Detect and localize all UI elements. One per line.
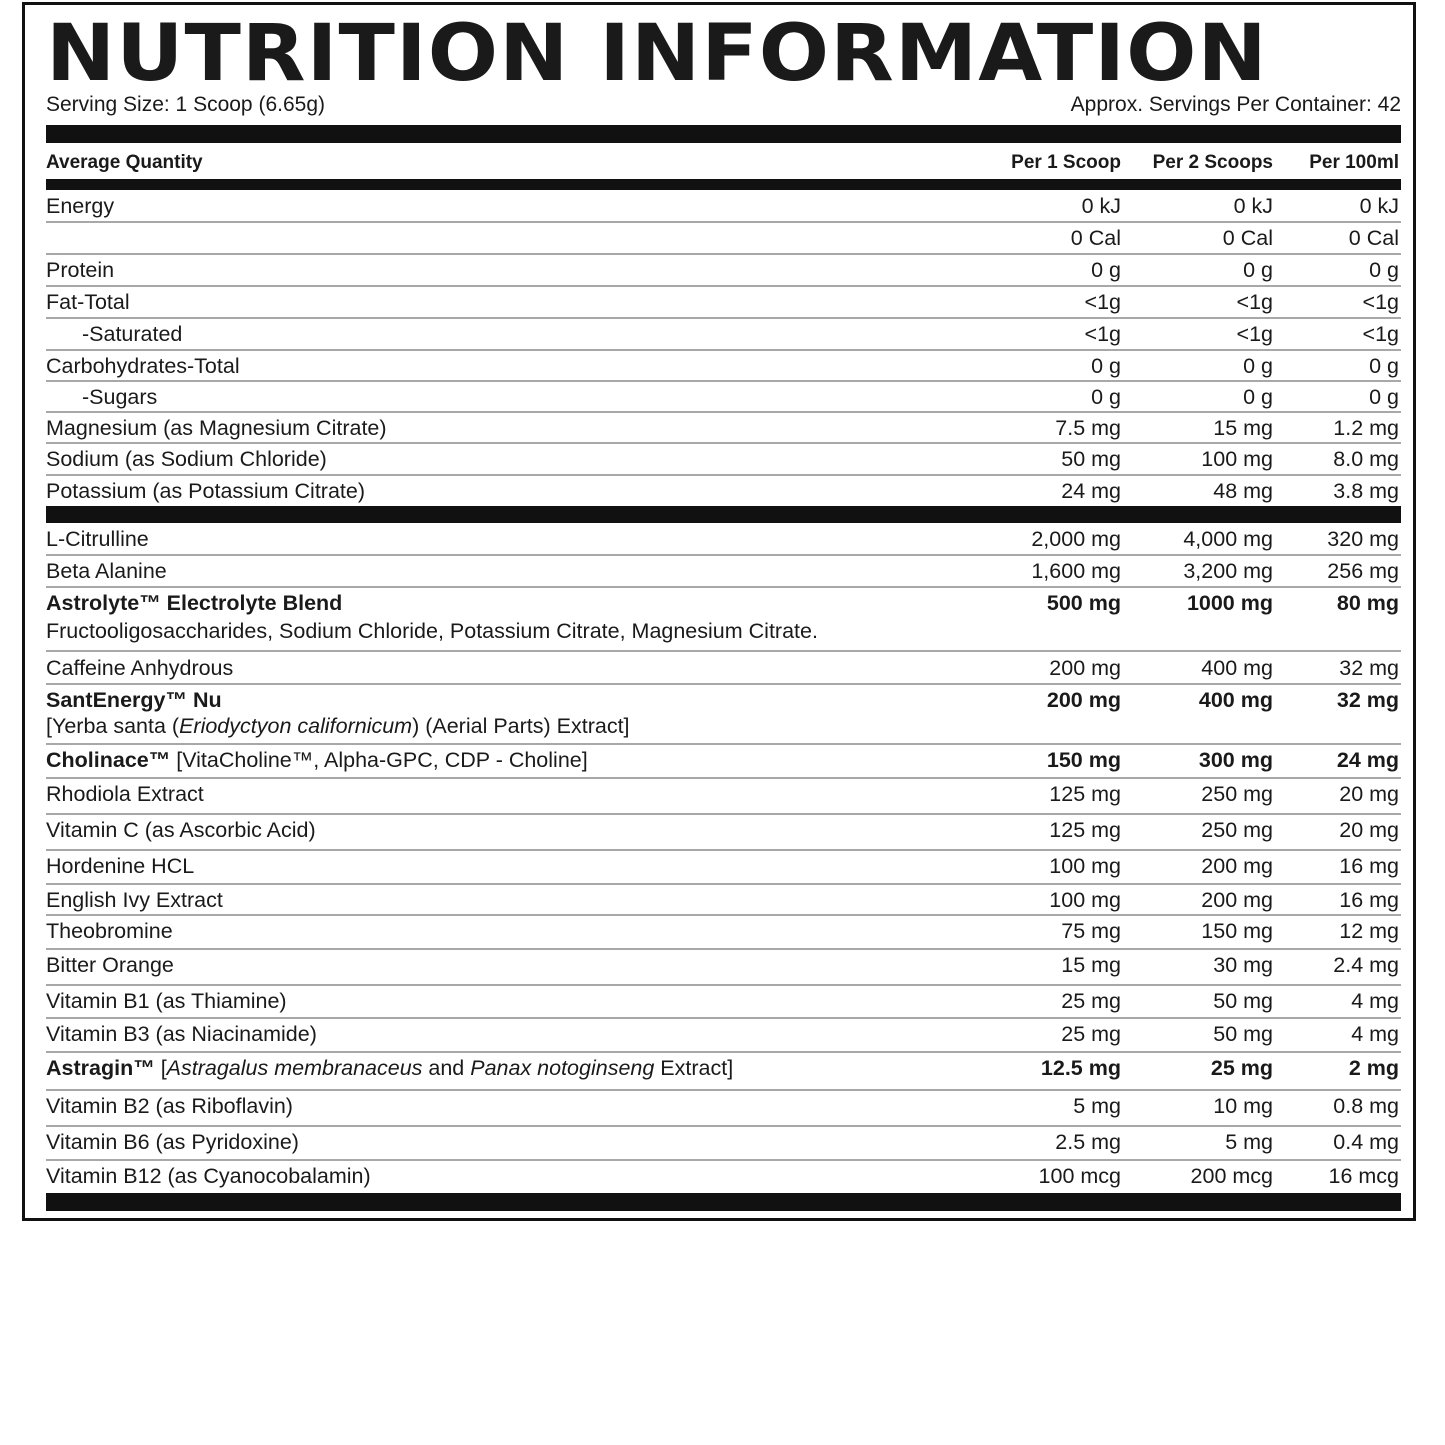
header-per-100ml: Per 100ml [1309,152,1399,173]
table-row [46,476,1401,506]
divider-bar [46,506,1401,523]
ingredient-detail: [ [154,1056,167,1080]
row-value-3: 0 g [1369,385,1399,409]
divider-bar [46,125,1401,143]
row-value-3: 32 mg [1336,688,1399,712]
row-value-2: <1g [1236,290,1273,314]
row-value-1: 12.5 mg [1040,1056,1121,1080]
row-value-2: 4,000 mg [1183,527,1273,551]
table-row [46,351,1401,382]
row-value-3: 0 g [1369,354,1399,378]
row-value-1: 125 mg [1049,818,1121,842]
ingredient-brand: Astragin™ [46,1056,155,1080]
table-row [46,745,1401,779]
row-name: SantEnergy™ Nu [46,688,222,712]
row-value-2: 15 mg [1213,416,1273,440]
row-description: Fructooligosaccharides, Sodium Chloride, Potassium Citrate, Magnesium Citrate. [46,619,818,643]
row-value-3: 0 g [1369,258,1399,282]
row-name: L-Citrulline [46,527,149,551]
row-value-2: 300 mg [1198,748,1273,772]
row-value-2: 200 mg [1201,888,1273,912]
table-row [46,588,1401,652]
nutrition-panel [22,2,1416,1221]
row-value-3: 4 mg [1351,989,1399,1013]
table-row [46,916,1401,950]
row-value-2: 10 mg [1213,1094,1273,1118]
row-value-3: 24 mg [1336,748,1399,772]
row-name: Potassium (as Potassium Citrate) [46,479,366,503]
row-name: Vitamin B1 (as Thiamine) [46,989,287,1013]
table-row [46,382,1401,413]
row-name: Rhodiola Extract [46,782,204,806]
row-name: Astrolyte™ Electrolyte Blend [46,591,343,615]
header-per-1-scoop: Per 1 Scoop [1011,152,1121,173]
table-row [46,1127,1401,1161]
row-value-3: <1g [1362,322,1399,346]
row-value-2: 0 g [1243,258,1273,282]
table-row [46,287,1401,319]
row-value-2: 400 mg [1198,688,1273,712]
row-name: Vitamin B12 (as Cyanocobalamin) [46,1164,371,1188]
table-row [46,950,1401,986]
row-value-1: 200 mg [1046,688,1121,712]
row-name: Caffeine Anhydrous [46,656,234,680]
serving-size: Serving Size: 1 Scoop (6.65g) [46,93,325,116]
row-value-2: 200 mcg [1190,1164,1273,1188]
header-average-quantity: Average Quantity [46,152,203,173]
row-value-3: 0 kJ [1359,194,1399,218]
table-row [46,851,1401,885]
row-value-2: 50 mg [1213,989,1273,1013]
table-row [46,556,1401,588]
row-value-2: 3,200 mg [1183,559,1273,583]
row-value-1: 150 mg [1046,748,1121,772]
row-value-1: 50 mg [1061,447,1121,471]
row-name: Magnesium (as Magnesium Citrate) [46,416,387,440]
table-header [46,145,1401,179]
row-value-1: 75 mg [1061,919,1121,943]
row-value-1: 0 g [1091,354,1121,378]
row-value-3: 16 mg [1339,854,1399,878]
row-value-1: 100 mg [1049,854,1121,878]
row-value-1: 7.5 mg [1055,416,1121,440]
row-value-3: 4 mg [1351,1022,1399,1046]
row-value-2: 5 mg [1225,1130,1273,1154]
row-value-2: 150 mg [1201,919,1273,943]
table-row [46,1053,1401,1091]
row-value-2: 50 mg [1213,1022,1273,1046]
row-value-1: 200 mg [1049,656,1121,680]
row-value-1: 100 mcg [1038,1164,1121,1188]
row-value-1: 0 Cal [1070,226,1121,250]
table-row [46,1019,1401,1053]
row-value-3: 8.0 mg [1333,447,1399,471]
row-name [46,1055,733,1081]
table-row [46,779,1401,815]
row-value-3: 0 Cal [1348,226,1399,250]
row-value-3: <1g [1362,290,1399,314]
row-value-3: 2.4 mg [1333,953,1399,977]
row-value-3: 16 mg [1339,888,1399,912]
row-value-3: 80 mg [1336,591,1399,615]
row-name: Sodium (as Sodium Chloride) [46,447,327,471]
row-value-2: 25 mg [1210,1056,1273,1080]
row-value-2: 200 mg [1201,854,1273,878]
row-value-1: <1g [1084,290,1121,314]
row-value-3: 320 mg [1327,527,1399,551]
row-name [46,747,588,773]
row-name: Theobromine [46,919,173,943]
table-row [46,1161,1401,1193]
row-value-2: 0 g [1243,354,1273,378]
row-name: Hordenine HCL [46,854,195,878]
row-name: Fat-Total [46,290,130,314]
row-value-1: 5 mg [1073,1094,1121,1118]
row-value-2: 0 g [1243,385,1273,409]
row-value-2: <1g [1236,322,1273,346]
row-value-1: 15 mg [1061,953,1121,977]
table-row [46,191,1401,223]
row-name: Bitter Orange [46,953,174,977]
row-value-1: <1g [1084,322,1121,346]
row-value-2: 250 mg [1201,818,1273,842]
row-value-2: 100 mg [1201,447,1273,471]
row-name: Protein [46,258,115,282]
page-title: NUTRITION INFORMATION [46,9,1268,99]
row-value-3: 12 mg [1339,919,1399,943]
row-value-3: 0.8 mg [1333,1094,1399,1118]
row-name: -Sugars [82,385,158,409]
row-value-3: 3.8 mg [1333,479,1399,503]
row-value-2: 250 mg [1201,782,1273,806]
table-row [46,986,1401,1019]
table-row [46,413,1401,444]
ingredient-detail: Extract] [654,1056,734,1080]
row-value-3: 20 mg [1339,782,1399,806]
description-text: [Yerba santa ( [46,714,180,738]
row-name: English Ivy Extract [46,888,223,912]
row-value-1: 1,600 mg [1031,559,1121,583]
row-name: Vitamin B2 (as Riboflavin) [46,1094,293,1118]
ingredient-detail: and [422,1056,471,1080]
row-value-1: 0 g [1091,385,1121,409]
row-value-1: 2.5 mg [1055,1130,1121,1154]
servings-per-container: Approx. Servings Per Container: 42 [1070,93,1401,116]
row-value-1: 25 mg [1061,1022,1121,1046]
row-value-1: 25 mg [1061,989,1121,1013]
row-value-2: 0 Cal [1222,226,1273,250]
row-name: Beta Alanine [46,559,167,583]
row-value-1: 100 mg [1049,888,1121,912]
row-value-1: 500 mg [1046,591,1121,615]
ingredient-detail: [VitaCholine™, Alpha-GPC, CDP - Choline] [170,748,588,772]
row-value-1: 0 kJ [1081,194,1121,218]
row-name: Vitamin B6 (as Pyridoxine) [46,1130,299,1154]
table-row [46,815,1401,851]
ingredient-latin-name: Panax notoginseng [470,1056,655,1080]
row-value-2: 0 kJ [1233,194,1273,218]
row-value-1: 24 mg [1061,479,1121,503]
row-value-3: 1.2 mg [1333,416,1399,440]
description-latin-name: Eriodyctyon californicum [179,714,413,738]
row-name: -Saturated [82,322,183,346]
table-row [46,255,1401,287]
row-name: Vitamin B3 (as Niacinamide) [46,1022,317,1046]
header-per-2-scoops: Per 2 Scoops [1152,152,1273,173]
table-row [46,444,1401,476]
row-value-2: 1000 mg [1186,591,1273,615]
row-name: Vitamin C (as Ascorbic Acid) [46,818,316,842]
row-value-3: 20 mg [1339,818,1399,842]
row-value-3: 16 mcg [1328,1164,1399,1188]
table-row [46,653,1401,685]
description-text: ) (Aerial Parts) Extract] [412,714,630,738]
row-value-1: 2,000 mg [1031,527,1121,551]
table-row [46,1091,1401,1127]
row-value-1: 0 g [1091,258,1121,282]
table-row [46,685,1401,745]
row-value-2: 400 mg [1201,656,1273,680]
row-value-3: 0.4 mg [1333,1130,1399,1154]
row-value-3: 256 mg [1327,559,1399,583]
row-value-1: 125 mg [1049,782,1121,806]
row-value-3: 2 mg [1348,1056,1399,1080]
table-row [46,223,1401,255]
ingredient-brand: Cholinace™ [46,748,171,772]
row-value-2: 48 mg [1213,479,1273,503]
row-value-3: 32 mg [1339,656,1399,680]
divider-bar [46,179,1401,190]
table-row [46,524,1401,556]
row-name: Energy [46,194,115,218]
table-row [46,319,1401,351]
row-description [46,713,630,739]
row-name: Carbohydrates-Total [46,354,240,378]
row-value-2: 30 mg [1213,953,1273,977]
ingredient-latin-name: Astragalus membranaceus [166,1056,423,1080]
table-row [46,885,1401,916]
divider-bar [46,1193,1401,1211]
